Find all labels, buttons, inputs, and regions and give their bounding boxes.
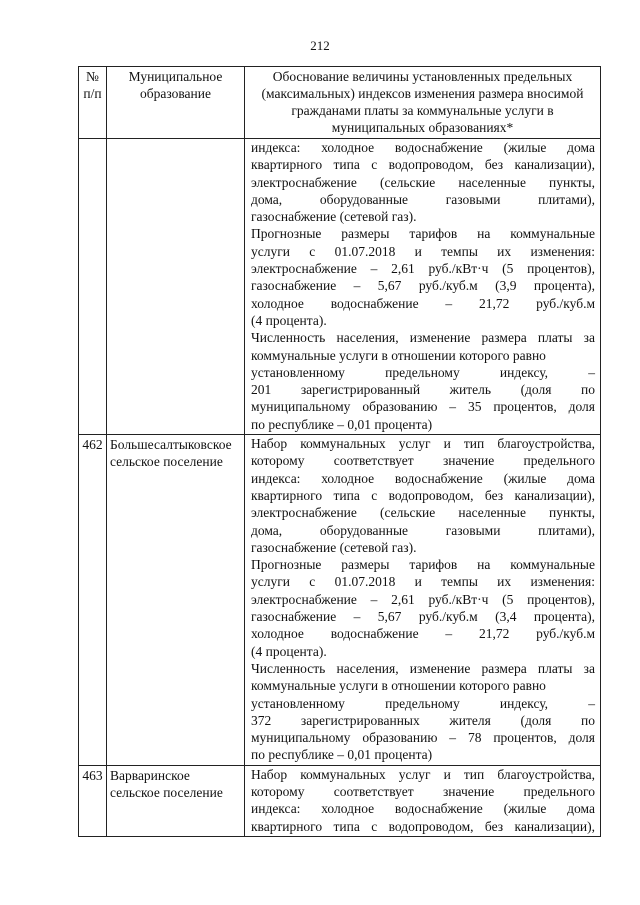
text-line: Прогнозные размеры тарифов на коммунальные xyxy=(251,226,595,242)
text-line: Набор коммунальных услуг и тип благоустройства, xyxy=(251,766,595,782)
text-line: газоснабжение (сетевой газ). xyxy=(251,209,417,225)
table-header-row xyxy=(79,67,601,139)
text-line: услуги с 01.07.2018 и темпы их изменения: xyxy=(251,574,595,590)
row-number: 463 xyxy=(79,765,107,836)
text-line: (4 процента). xyxy=(251,312,327,328)
text-line: Численность населения, изменение размера платы за xyxy=(251,330,595,346)
text-line: установленному предельному индексу, – xyxy=(251,364,595,380)
text-line: 372 зарегистрированных жителя (доля по xyxy=(251,712,595,728)
text-line: холодное водоснабжение – 21,72 руб./куб.м xyxy=(251,295,595,311)
page-number: 212 xyxy=(310,38,330,53)
row-number: 462 xyxy=(79,435,107,766)
text-line: электроснабжение (сельские населенные пункты, xyxy=(251,174,595,190)
text-line: (4 процента). xyxy=(251,643,327,659)
text-line: индекса: холодное водоснабжение (жилые дома xyxy=(251,470,595,486)
text-line: квартирного типа с водопроводом, без канализации), xyxy=(251,157,595,173)
table-row xyxy=(79,139,601,435)
text-line: Численность населения, изменение размера платы за xyxy=(251,660,595,676)
text-line: индекса: холодное водоснабжение (жилые дома xyxy=(251,801,595,817)
municipal-index-table xyxy=(78,66,601,837)
text-line: Набор коммунальных услуг и тип благоустройства, xyxy=(251,436,595,452)
text-line: Прогнозные размеры тарифов на коммунальные xyxy=(251,557,595,573)
text-line: электроснабжение – 2,61 руб./кВт·ч (5 процентов), xyxy=(251,261,595,277)
text-line: 201 зарегистрированный житель (доля по xyxy=(251,382,595,398)
text-line: коммунальные услуги в отношении которого равно xyxy=(251,347,546,363)
text-line: квартирного типа с водопроводом, без канализации), xyxy=(251,487,595,503)
text-line: газоснабжение (сетевой газ). xyxy=(251,539,417,555)
municipality-name xyxy=(107,139,245,435)
municipality-name: Варваринское сельское поселение xyxy=(107,765,245,836)
header-municipality: Муниципальное образование xyxy=(107,67,245,139)
text-line: по республике – 0,01 процента) xyxy=(251,416,433,432)
row-number xyxy=(79,139,107,435)
header-number: № п/п xyxy=(79,67,107,139)
text-line: холодное водоснабжение – 21,72 руб./куб.м xyxy=(251,626,595,642)
justification-text xyxy=(245,139,601,435)
text-line: которому соответствует значение предельного xyxy=(251,783,595,799)
text-line: услуги с 01.07.2018 и темпы их изменения: xyxy=(251,243,595,259)
justification-text xyxy=(245,765,601,836)
text-line: муниципальному образованию – 35 процентов, доля xyxy=(251,399,595,415)
text-line: которому соответствует значение предельного xyxy=(251,453,595,469)
text-line: газоснабжение – 5,67 руб./куб.м (3,4 процента), xyxy=(251,609,595,625)
table-row xyxy=(79,765,601,836)
text-line: электроснабжение – 2,61 руб./кВт·ч (5 процентов), xyxy=(251,591,595,607)
text-line: газоснабжение – 5,67 руб./куб.м (3,9 процента), xyxy=(251,278,595,294)
text-line: по республике – 0,01 процента) xyxy=(251,747,433,763)
text-line: дома, оборудованные газовыми плитами), xyxy=(251,191,595,207)
table-row xyxy=(79,435,601,766)
text-line: муниципальному образованию – 78 процентов, доля xyxy=(251,730,595,746)
text-line: индекса: холодное водоснабжение (жилые дома xyxy=(251,140,595,155)
header-justification: Обоснование величины установленных предельных (максимальных) индексов изменения размера вносимой гражданами платы за коммунальные услуги в муниципальных образованиях* xyxy=(245,67,601,139)
text-line: квартирного типа с водопроводом, без канализации), xyxy=(251,818,595,834)
justification-text xyxy=(245,435,601,766)
text-line: дома, оборудованные газовыми плитами), xyxy=(251,522,595,538)
text-line: коммунальные услуги в отношении которого равно xyxy=(251,678,546,694)
text-line: электроснабжение (сельские населенные пункты, xyxy=(251,505,595,521)
municipality-name: Большесалтыковское сельское поселение xyxy=(107,435,245,766)
text-line: установленному предельному индексу, – xyxy=(251,695,595,711)
